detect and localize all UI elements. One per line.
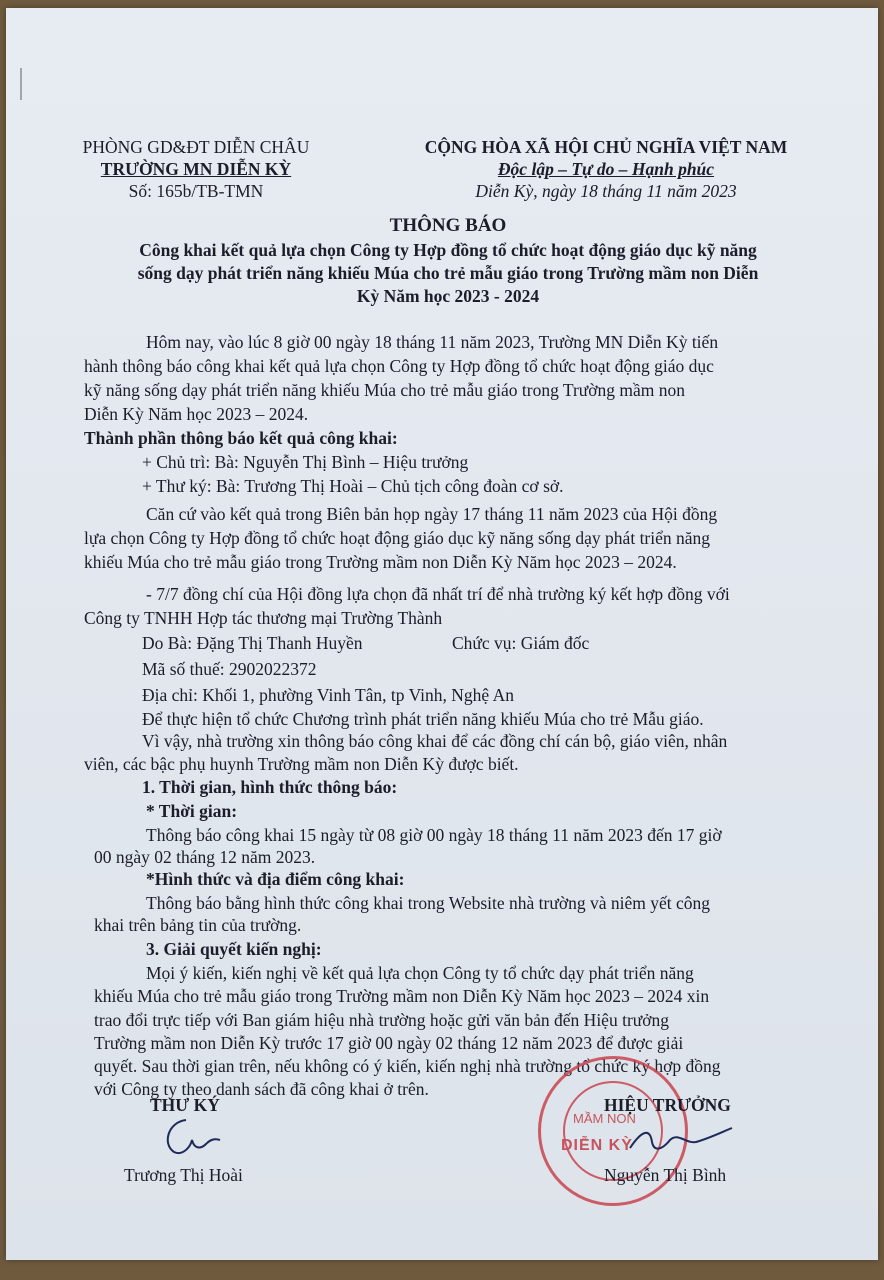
company-address: Địa chỉ: Khối 1, phường Vinh Tân, tp Vinh, Nghệ An bbox=[142, 685, 514, 705]
body-line: quyết. Sau thời gian trên, nếu không có ý kiến, kiến nghị nhà trường tổ chức ký hợp đồng bbox=[94, 1056, 721, 1076]
body-line: Căn cứ vào kết quả trong Biên bản họp ngày 17 tháng 11 năm 2023 của Hội đồng bbox=[146, 504, 718, 524]
secretary-title: THƯ KÝ bbox=[150, 1095, 220, 1115]
principal-title: HIỆU TRƯỞNG bbox=[604, 1095, 731, 1115]
subject-line-2: sống dạy phát triển năng khiếu Múa cho trẻ mẫu giáo trong Trường mầm non Diễn bbox=[137, 263, 759, 283]
document-heading: THÔNG BÁO bbox=[389, 215, 507, 236]
document-number: Số: 165b/TB-TMN bbox=[128, 181, 264, 201]
body-line: trao đổi trực tiếp với Ban giám hiệu nhà trường hoặc gửi văn bản đến Hiệu trưởng bbox=[94, 1010, 670, 1030]
member-item: + Chủ trì: Bà: Nguyễn Thị Bình – Hiệu trưởng bbox=[142, 452, 469, 472]
body-line: Hôm nay, vào lúc 8 giờ 00 ngày 18 tháng 11 năm 2023, Trường MN Diễn Kỳ tiến bbox=[146, 332, 719, 352]
stamp-text: DIỄN KỲ bbox=[561, 1137, 633, 1154]
document-date: Diễn Kỳ, ngày 18 tháng 11 năm 2023 bbox=[475, 181, 737, 201]
body-line: Diễn Kỳ Năm học 2023 – 2024. bbox=[84, 404, 309, 424]
company-name: Công ty TNHH Hợp tác thương mại Trường Thành bbox=[84, 608, 443, 628]
subject-line-3: Kỳ Năm học 2023 - 2024 bbox=[356, 286, 540, 306]
agency-name: PHÒNG GD&ĐT DIỄN CHÂU bbox=[82, 137, 310, 157]
body-line: với Công ty theo danh sách đã công khai ở trên. bbox=[94, 1079, 429, 1099]
members-heading: Thành phần thông báo kết quả công khai: bbox=[84, 428, 398, 448]
body-line: Thông báo bằng hình thức công khai trong Website nhà trường và niêm yết công bbox=[146, 893, 711, 913]
pen-mark bbox=[20, 68, 22, 100]
representative-position: Chức vụ: Giám đốc bbox=[452, 633, 590, 653]
subsection-heading: *Hình thức và địa điểm công khai: bbox=[146, 869, 405, 889]
body-line: Để thực hiện tổ chức Chương trình phát triển năng khiếu Múa cho trẻ Mẫu giáo. bbox=[142, 709, 704, 729]
body-line: Mọi ý kiến, kiến nghị về kết quả lựa chọn Công ty tổ chức dạy phát triển năng bbox=[146, 963, 694, 983]
school-name: TRƯỜNG MN DIỄN KỲ bbox=[100, 159, 292, 179]
member-item: + Thư ký: Bà: Trương Thị Hoài – Chủ tịch công đoàn cơ sở. bbox=[142, 476, 564, 496]
body-line: 00 ngày 02 tháng 12 năm 2023. bbox=[94, 847, 316, 867]
body-line: Thông báo công khai 15 ngày từ 08 giờ 00 ngày 18 tháng 11 năm 2023 đến 17 giờ bbox=[146, 825, 722, 845]
section-heading: 1. Thời gian, hình thức thông báo: bbox=[142, 777, 398, 797]
tax-code: Mã số thuế: 2902022372 bbox=[142, 659, 317, 679]
stamp-text: MẦM NON bbox=[573, 1111, 636, 1126]
section-heading: 3. Giải quyết kiến nghị: bbox=[146, 939, 322, 959]
principal-signature bbox=[626, 1120, 736, 1160]
body-line: khiếu Múa cho trẻ mẫu giáo trong Trường mầm non Diễn Kỳ Năm học 2023 – 2024. bbox=[84, 552, 677, 572]
document-page bbox=[6, 8, 878, 1260]
body-line: khiếu Múa cho trẻ mẫu giáo trong Trường mầm non Diễn Kỳ Năm học 2023 – 2024 xin bbox=[94, 986, 710, 1006]
body-line: Vì vậy, nhà trường xin thông báo công khai để các đồng chí cán bộ, giáo viên, nhân bbox=[142, 731, 728, 751]
body-line: - 7/7 đồng chí của Hội đồng lựa chọn đã nhất trí để nhà trường ký kết hợp đồng với bbox=[146, 584, 730, 604]
secretary-signature bbox=[156, 1114, 226, 1160]
body-line: kỹ năng sống dạy phát triển năng khiếu Múa cho trẻ mẫu giáo trong Trường mầm non bbox=[84, 380, 686, 400]
subject-line-1: Công khai kết quả lựa chọn Công ty Hợp đồng tổ chức hoạt động giáo dục kỹ năng bbox=[139, 240, 757, 260]
principal-name: Nguyễn Thị Bình bbox=[604, 1165, 727, 1185]
body-line: viên, các bậc phụ huynh Trường mầm non Diễn Kỳ được biết. bbox=[84, 754, 519, 774]
subsection-heading: * Thời gian: bbox=[146, 801, 238, 821]
national-title: CỘNG HÒA XÃ HỘI CHỦ NGHĨA VIỆT NAM bbox=[424, 137, 788, 157]
national-motto: Độc lập – Tự do – Hạnh phúc bbox=[497, 159, 715, 179]
body-line: hành thông báo công khai kết quả lựa chọn Công ty Hợp đồng tổ chức hoạt động giáo dục bbox=[84, 356, 714, 376]
secretary-name: Trương Thị Hoài bbox=[124, 1165, 243, 1185]
representative: Do Bà: Đặng Thị Thanh Huyền bbox=[142, 633, 363, 653]
body-line: khai trên bảng tin của trường. bbox=[94, 915, 302, 935]
body-line: lựa chọn Công ty Hợp đồng tổ chức hoạt động giáo dục kỹ năng sống dạy phát triển năng bbox=[84, 528, 711, 548]
body-line: Trường mầm non Diễn Kỳ trước 17 giờ 00 ngày 02 tháng 12 năm 2023 để được giải bbox=[94, 1033, 684, 1053]
